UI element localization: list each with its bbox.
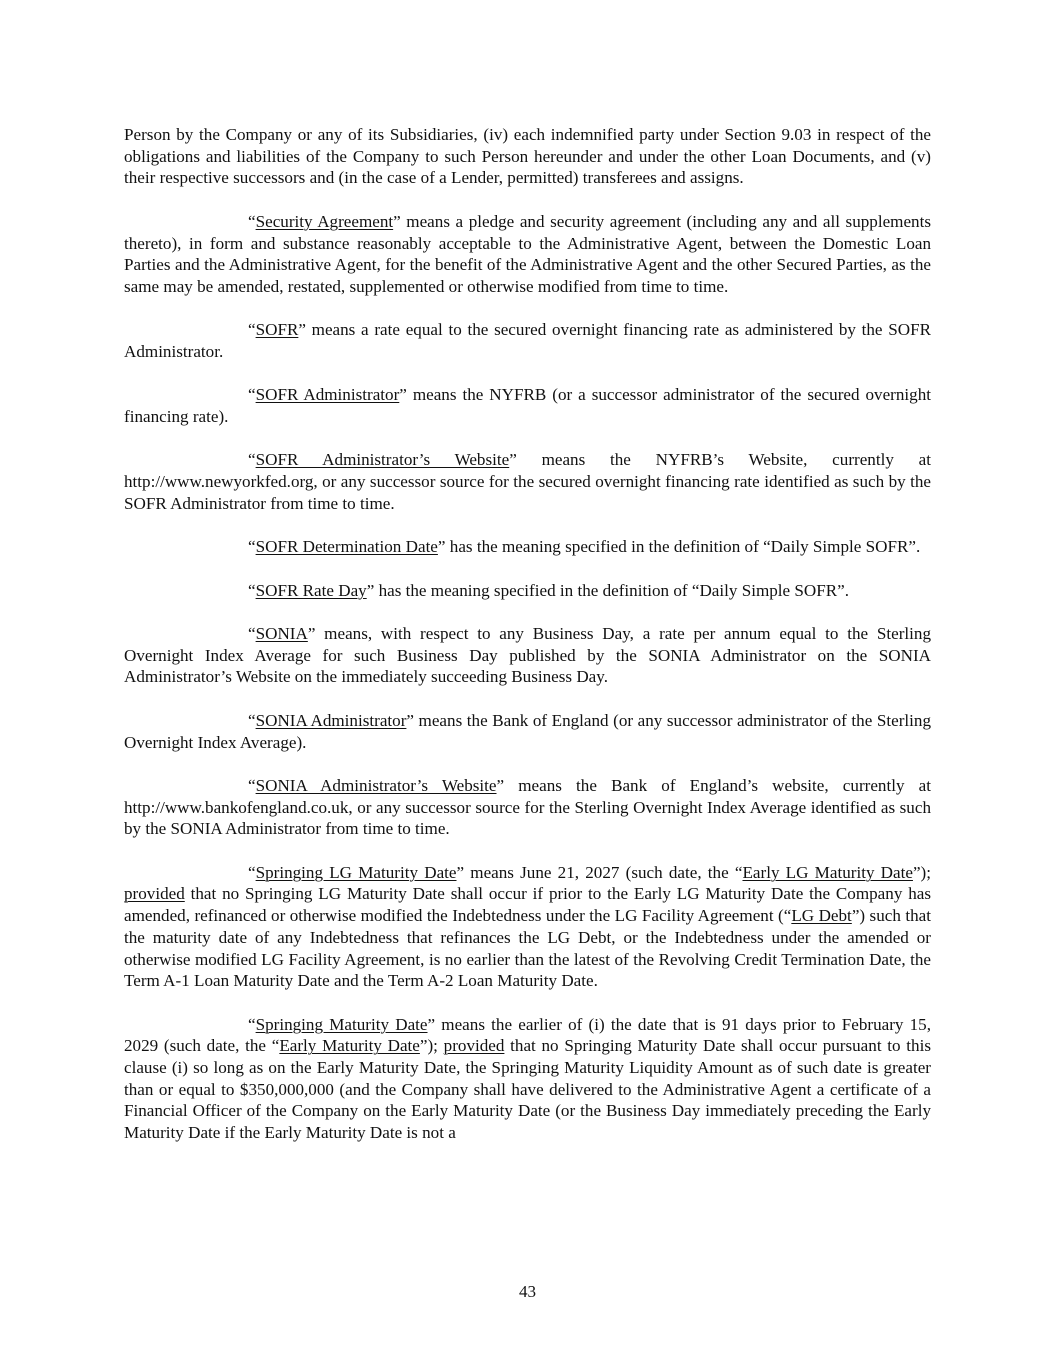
definition-springing-lg-maturity-date: “Springing LG Maturity Date” means June 21, 2027 (such date, the “Early LG Maturity Date”); provided that no Springing LG Maturity Date shall occur if prior to the Early LG Maturity Date the Company has amended, refinanced or otherwise modified the Indebtedness under the LG Facility Agreement (“LG Debt”) such that the maturity date of any Indebtedness that refinances the LG Debt, or the Indebtedness under the amended or otherwise modified LG Facility Agreement, is no earlier than the latest of the Revolving Credit Termination Date, the Term A-1 Loan Maturity Date and the Term A-2 Loan Maturity Date.: [124, 862, 931, 991]
defined-term: SONIA: [255, 624, 308, 644]
proviso-term: provided: [443, 1036, 505, 1056]
defined-term: SOFR Administrator’s Website: [255, 450, 510, 470]
defined-term: Springing LG Maturity Date: [255, 862, 457, 882]
definition-text: ” means the Bank of England (or any successor administrator of the Sterling Overnight Index Average).: [124, 710, 931, 752]
definition-text: ” has the meaning specified in the definition of “Daily Simple SOFR”.: [437, 537, 921, 557]
definition-text: ” means a rate equal to the secured overnight financing rate as administered by the SOFR Administrator.: [124, 320, 931, 361]
defined-term: SOFR: [255, 320, 299, 340]
defined-term: LG Debt: [791, 906, 852, 926]
defined-term: Security Agreement: [255, 211, 394, 231]
definition-text: ” means the NYFRB (or a successor administrator of the secured overnight financing rate).: [124, 385, 931, 427]
defined-term: SONIA Administrator: [255, 710, 407, 730]
definition-text: ” has the meaning specified in the definition of “Daily Simple SOFR”.: [366, 580, 850, 600]
definition-text: ” means, with respect to any Business Day, a rate per annum equal to the Sterling Overnight Index Average for such Business Day published by the SONIA Administrator on the SONIA Administrator’s Website on the immediately succeeding Business Day.: [124, 624, 931, 687]
definition-text: ” means the Bank of England’s website, currently at http://www.bankofengland.co.uk, or any successor source for the Sterling Overnight Index Average identified as such by the SONIA Administrator from time to time.: [124, 775, 931, 839]
proviso-term: provided: [124, 884, 185, 904]
definition-sofr-administrator: “SOFR Administrator” means the NYFRB (or a successor administrator of the secured overnight financing rate).: [124, 385, 931, 427]
defined-term: Early LG Maturity Date: [742, 862, 913, 882]
defined-term: Early Maturity Date: [279, 1036, 420, 1056]
definition-sofr-administrators-website: “SOFR Administrator’s Website” means the NYFRB’s Website, currently at http://www.newyorkfed.org, or any successor source for the secured overnight financing rate identified as such by the SOFR Administrator from time to time.: [124, 450, 931, 513]
defined-term: SONIA Administrator’s Website: [255, 775, 497, 795]
defined-term: SOFR Rate Day: [255, 580, 367, 600]
defined-term: Springing Maturity Date: [255, 1014, 428, 1034]
definition-sofr: “SOFR” means a rate equal to the secured overnight financing rate as administered by the SOFR Administrator.: [124, 320, 931, 361]
continuation-paragraph: Person by the Company or any of its Subsidiaries, (iv) each indemnified party under Section 9.03 in respect of the obligations and liabilities of the Company to such Person hereunder and under the other Loan Documents, and (v) their respective successors and (in the case of a Lender, permitted) transferees and assigns.: [124, 125, 931, 188]
definition-sofr-rate-day: “SOFR Rate Day” has the meaning specified in the definition of “Daily Simple SOFR”.: [248, 580, 850, 600]
definition-sonia-administrators-website: “SONIA Administrator’s Website” means the Bank of England’s website, currently at http://www.bankofengland.co.uk, or any successor source for the Sterling Overnight Index Average identified as such by the SONIA Administrator from time to time.: [124, 775, 931, 839]
definition-sonia: “SONIA” means, with respect to any Business Day, a rate per annum equal to the Sterling Overnight Index Average for such Business Day published by the SONIA Administrator on the SONIA Administrator’s Website on the immediately succeeding Business Day.: [124, 624, 931, 687]
defined-term: SOFR Administrator: [255, 385, 400, 405]
definition-springing-maturity-date: “Springing Maturity Date” means the earlier of (i) the date that is 91 days prior to February 15, 2029 (such date, the “Early Maturity Date”); provided that no Springing Maturity Date shall occur pursuant to this clause (i) so long as on the Early Maturity Date, the Springing Maturity Liquidity Amount as of such date is greater than or equal to $350,000,000 (and the Company shall have delivered to the Administrative Agent a certificate of a Financial Officer of the Company on the Early Maturity Date (or the Business Day immediately preceding the Early Maturity Date if the Early Maturity Date is not a: [124, 1014, 932, 1143]
definition-text: ” means a pledge and security agreement (including any and all supplements thereto), in form and substance reasonably acceptable to the Administrative Agent, between the Domestic Loan Parties and the Administrative Agent, for the benefit of the Administrative Agent and the other Secured Parties, as the same may be amended, restated, supplemented or otherwise modified from time to time.: [124, 211, 932, 296]
document-page: [124, 124, 931, 1166]
definition-sofr-determination-date: “SOFR Determination Date” has the meaning specified in the definition of “Daily Simple SOFR”.: [248, 537, 921, 557]
page-number: 43: [518, 1282, 537, 1301]
definition-text: ” means the NYFRB’s Website, currently at http://www.newyorkfed.org, or any successor source for the secured overnight financing rate identified as such by the SOFR Administrator from time to time.: [124, 450, 931, 513]
definition-sonia-administrator: “SONIA Administrator” means the Bank of England (or any successor administrator of the Sterling Overnight Index Average).: [124, 710, 931, 752]
definition-security-agreement: “Security Agreement” means a pledge and security agreement (including any and all supplements thereto), in form and substance reasonably acceptable to the Administrative Agent, between the Domestic Loan Parties and the Administrative Agent, for the benefit of the Administrative Agent and the other Secured Parties, as the same may be amended, restated, supplemented or otherwise modified from time to time.: [124, 211, 932, 296]
defined-term: SOFR Determination Date: [255, 537, 438, 557]
